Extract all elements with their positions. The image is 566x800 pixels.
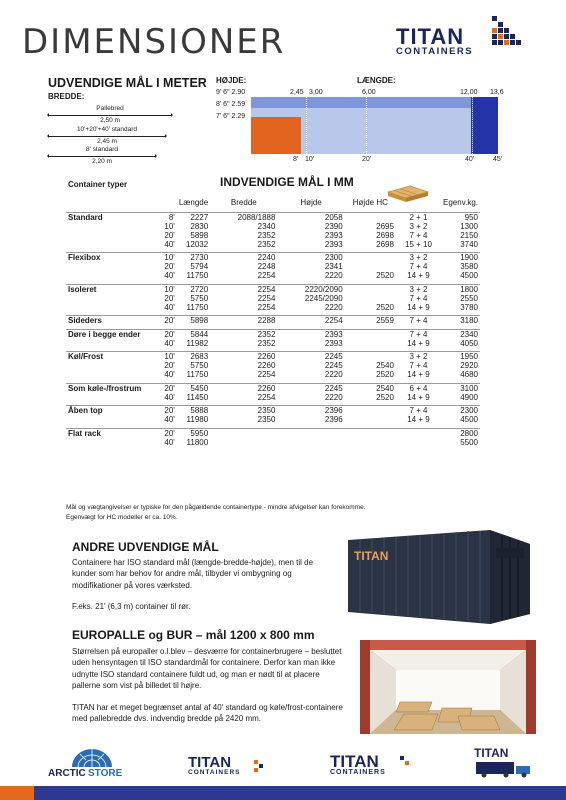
- table-cell: 2248: [257, 262, 276, 271]
- table-row: [66, 303, 480, 312]
- width-value: 2,45 m: [97, 138, 117, 145]
- length-ft-label: 10': [305, 156, 315, 163]
- container-type-name: [66, 222, 153, 231]
- table-cell: 2352: [210, 329, 277, 339]
- table-cell: 2240: [210, 253, 277, 263]
- col-header: Længde: [178, 198, 209, 207]
- table-cell: [345, 415, 396, 424]
- container-type-name: [66, 294, 153, 303]
- table-cell: 12032: [185, 239, 209, 249]
- width-arrow: [48, 156, 156, 157]
- width-value: 2,20 m: [92, 158, 112, 165]
- table-cell: [345, 352, 396, 362]
- hojde-label: HØJDE:: [216, 76, 247, 85]
- table-cell: 11800: [186, 437, 209, 447]
- table-cell: 3180: [441, 316, 480, 326]
- table-cell: [345, 284, 396, 294]
- length-label: 3,00: [309, 89, 323, 96]
- table-row: [66, 253, 480, 263]
- table-cell: 11750: [186, 302, 209, 312]
- table-cell: 20': [164, 230, 175, 240]
- table-cell: 7 + 4: [409, 361, 428, 370]
- table-cell: 950: [441, 212, 480, 222]
- table-cell: 2352: [257, 230, 276, 240]
- table-cell: [345, 406, 396, 416]
- length-ft-label: 20': [362, 156, 372, 163]
- table-cell: [210, 438, 277, 447]
- table-cell: 6 + 4: [396, 383, 441, 393]
- width-name: 10'+20'+40' standard: [76, 126, 138, 133]
- titan-logo-small: [330, 752, 420, 782]
- table-cell: 2288: [210, 316, 277, 326]
- table-cell: 2254: [257, 293, 276, 303]
- table-cell: 2396: [277, 406, 344, 416]
- col-header: Højde: [300, 198, 322, 207]
- andre-paragraph: F.eks. 21' (6,3 m) container til rør.: [72, 602, 191, 611]
- divider: [472, 97, 473, 154]
- footer-bar-accent: [0, 786, 34, 800]
- table-cell: 2 + 1: [396, 212, 441, 222]
- table-cell: 10': [153, 352, 177, 362]
- titan-logo-small: [474, 746, 540, 780]
- table-cell: 2340: [257, 221, 276, 231]
- table-row: [66, 231, 480, 240]
- table-row: [66, 316, 480, 326]
- table-cell: 7 + 4: [396, 316, 441, 326]
- footer-bar: [0, 786, 566, 800]
- table-cell: 40': [164, 239, 175, 249]
- table-cell: 4500: [460, 415, 478, 424]
- container-type-name: Flexibox: [66, 253, 153, 263]
- table-cell: 20': [164, 361, 175, 370]
- euro-paragraph: Størrelsen på europaller o.l.blev – desværre for containerbrugere – besluttet uden hensyntagen til ISO standardmål for containere. Derfor kan man ikke udnytte ISO standard containere fuldt ud, og man er nødt til at placere pallerne som vist på billedet til højre.: [72, 647, 342, 691]
- table-cell: 2220: [324, 302, 343, 312]
- andre-paragraph: Containere har ISO standard mål (længde-bredde-højde), men til de kunder som har behov for andre mål, tilbyder vi ombygning og modifikationer på vores værksted.: [72, 558, 314, 590]
- length-label: 6,00: [362, 89, 376, 96]
- table-cell: 7 + 4: [409, 293, 428, 303]
- table-cell: [345, 262, 396, 271]
- table-cell: 1800: [441, 284, 480, 294]
- table-cell: 20': [164, 293, 175, 303]
- table-cell: 7 + 4: [396, 329, 441, 339]
- table-cell: 2352: [257, 239, 276, 249]
- table-cell: 1950: [441, 352, 480, 362]
- container-type-name: Sideders: [66, 316, 153, 326]
- table-cell: 5750: [190, 293, 209, 303]
- logo-titan-text: TITAN: [330, 752, 379, 771]
- table-cell: 5888: [177, 406, 210, 416]
- table-cell: 2260: [210, 352, 277, 362]
- table-row: [66, 428, 480, 438]
- pallets-in-container-image: [360, 640, 536, 734]
- table-cell: 11450: [186, 392, 209, 402]
- table-cell: 2352: [257, 338, 276, 348]
- table-cell: [277, 428, 344, 438]
- table-cell: 2695: [376, 221, 394, 231]
- container-type-name: [66, 240, 153, 249]
- table-cell: 40': [164, 271, 175, 280]
- table-cell: 7 + 4: [409, 262, 428, 271]
- table-cell: 2393: [324, 338, 343, 348]
- titan-logo: [396, 16, 536, 60]
- table-cell: 40': [164, 392, 175, 402]
- truck-icon: [474, 760, 536, 778]
- length-label: 13,6: [490, 89, 504, 96]
- laengde-label: LÆNGDE:: [357, 76, 396, 85]
- width-arrow: [48, 136, 166, 137]
- table-cell: 5500: [460, 437, 478, 447]
- table-cell: 5794: [190, 262, 209, 271]
- table-cell: 14 + 9: [407, 415, 430, 424]
- table-cell: 3 + 2: [396, 253, 441, 263]
- table-cell: 2254: [257, 370, 276, 379]
- table-cell: 2350: [257, 415, 276, 424]
- height-8-6: 8' 6" 2.59: [216, 101, 246, 108]
- table-cell: 14 + 9: [407, 338, 430, 348]
- table-cell: 11982: [186, 338, 209, 348]
- container-type-name: [66, 231, 153, 240]
- table-cell: 5898: [190, 230, 209, 240]
- table-cell: 2350: [210, 406, 277, 416]
- width-arrow: [48, 115, 172, 116]
- table-cell: [345, 438, 396, 447]
- table-cell: [345, 339, 396, 348]
- table-cell: 14 + 9: [407, 370, 430, 379]
- table-cell: 15 + 10: [405, 239, 432, 249]
- col-header: Egenv.kg.: [443, 198, 478, 207]
- table-cell: 2260: [257, 361, 276, 370]
- container-type-name: Standard: [66, 212, 153, 222]
- table-cell: 20': [153, 316, 177, 326]
- table-cell: 2393: [324, 230, 343, 240]
- table-row: [66, 271, 480, 280]
- note-line: Mål og vægtangivelser er typiske for den pågældende containertype - mindre afvigelser kan forekomme.: [66, 504, 366, 511]
- table-row: [66, 352, 480, 362]
- table-row: [66, 415, 480, 424]
- table-cell: 2300: [441, 406, 480, 416]
- table-row: [66, 262, 480, 271]
- table-cell: 14 + 9: [407, 302, 430, 312]
- container-type-name: Åben top: [66, 406, 153, 416]
- titan-logo-small: [188, 754, 274, 782]
- store-text: STORE: [88, 768, 123, 779]
- table-row: [66, 212, 480, 222]
- ext-heading: UDVENDIGE MÅL I METER: [48, 76, 207, 90]
- table-cell: 5950: [177, 428, 210, 438]
- table-cell: [345, 428, 396, 438]
- table-cell: 2220: [324, 271, 343, 280]
- table-cell: 10': [153, 284, 177, 294]
- table-cell: 1300: [460, 221, 478, 231]
- table-cell: 8': [153, 212, 177, 222]
- table-cell: [345, 212, 396, 222]
- table-cell: 10': [164, 221, 175, 231]
- table-cell: [396, 428, 441, 438]
- table-cell: 14 + 9: [407, 392, 430, 402]
- length-label: 12,00: [460, 89, 478, 96]
- table-row: [66, 284, 480, 294]
- table-row: [66, 393, 480, 402]
- divider: [366, 97, 367, 154]
- container-type-name: [66, 415, 153, 424]
- table-cell: [345, 253, 396, 263]
- height-9-6: 9' 6" 2.90: [216, 89, 246, 96]
- table-cell: 4680: [460, 370, 478, 379]
- table-cell: 3 + 2: [396, 284, 441, 294]
- table-cell: 2245/2090: [304, 293, 343, 303]
- table-header-row: [66, 198, 480, 207]
- table-row: [66, 240, 480, 249]
- table-cell: 7 + 4: [409, 230, 428, 240]
- int-heading: INDVENDIGE MÅL I MM: [220, 175, 354, 189]
- table-cell: 5898: [177, 316, 210, 326]
- page-title: DIMENSIONER: [22, 22, 286, 62]
- table-cell: 11980: [186, 415, 209, 424]
- table-cell: 2390: [324, 221, 343, 231]
- table-row: [66, 361, 480, 370]
- table-cell: 10': [153, 253, 177, 263]
- table-cell: 4500: [460, 271, 478, 280]
- logo-titan-text: TITAN: [396, 24, 465, 49]
- container-type-name: Flat rack: [66, 428, 153, 438]
- container-type-name: [66, 271, 153, 280]
- table-row: [66, 383, 480, 393]
- table-cell: [345, 294, 396, 303]
- length-ft-label: 8': [293, 156, 299, 163]
- note-line: Egenvægt for HC modeller er ca. 10%.: [66, 514, 178, 521]
- andre-heading: ANDRE UDVENDIGE MÅL: [72, 540, 219, 554]
- divider: [306, 97, 307, 154]
- table-cell: 5844: [177, 329, 210, 339]
- table-cell: 2254: [277, 316, 344, 326]
- table-cell: 2520: [376, 271, 394, 280]
- table-cell: [277, 438, 344, 447]
- table-cell: 3780: [460, 302, 478, 312]
- table-cell: 2220: [324, 370, 343, 379]
- table-row: [66, 438, 480, 447]
- container-image: [340, 526, 536, 626]
- table-cell: 40': [164, 415, 175, 424]
- table-cell: 40': [164, 302, 175, 312]
- table-cell: 20': [153, 428, 177, 438]
- table-cell: [396, 438, 441, 447]
- table-cell: 2559: [345, 316, 396, 326]
- table-cell: 2520: [376, 370, 394, 379]
- container-types-label: Container typer: [68, 180, 128, 189]
- table-cell: 2540: [345, 383, 396, 393]
- table-row: [66, 370, 480, 379]
- container-type-name: [66, 361, 153, 370]
- table-cell: 2698: [376, 239, 394, 249]
- euro-heading: EUROPALLE og BUR – mål 1200 x 800 mm: [72, 628, 315, 642]
- table-cell: 2800: [441, 428, 480, 438]
- table-cell: 14 + 9: [407, 271, 430, 280]
- logo-containers-text: CONTAINERS: [396, 46, 474, 57]
- table-cell: 2920: [460, 361, 478, 370]
- table-cell: 11750: [186, 271, 209, 280]
- logo-titan-text: TITAN: [188, 754, 232, 771]
- container-8ft-bar: [251, 117, 301, 154]
- table-cell: 2396: [324, 415, 343, 424]
- table-cell: 3580: [460, 262, 478, 271]
- container-type-name: [66, 393, 153, 402]
- table-cell: 3100: [441, 383, 480, 393]
- table-cell: 2254: [257, 302, 276, 312]
- table-cell: 2260: [210, 383, 277, 393]
- internal-dimensions-table: [66, 176, 480, 451]
- table-cell: 40': [164, 370, 175, 379]
- arcticstore-logo: [42, 748, 128, 782]
- container-type-name: [66, 262, 153, 271]
- table-cell: 3 + 2: [396, 352, 441, 362]
- table-cell: 4050: [460, 338, 478, 348]
- table-cell: 4900: [460, 392, 478, 402]
- bredde-label: BREDDE:: [48, 92, 85, 101]
- table-cell: 5450: [177, 383, 210, 393]
- col-header: Bredde: [230, 198, 257, 207]
- svg-text:TITAN: TITAN: [354, 549, 389, 563]
- igloo-icon: [70, 748, 114, 768]
- table-cell: 2340: [441, 329, 480, 339]
- table-cell: 20': [153, 383, 177, 393]
- table-cell: 20': [153, 329, 177, 339]
- table-cell: 3 + 2: [409, 221, 428, 231]
- table-cell: [210, 428, 277, 438]
- length-label: 2,45: [290, 89, 304, 96]
- container-type-name: [66, 438, 153, 447]
- table-cell: 2254: [257, 392, 276, 402]
- container-type-name: [66, 370, 153, 379]
- container-type-name: Køl/Frost: [66, 352, 153, 362]
- width-name: 8' standard: [86, 146, 118, 153]
- table-cell: 2254: [210, 284, 277, 294]
- table-cell: 2245: [277, 352, 344, 362]
- arctic-text: ARCTIC: [48, 768, 86, 779]
- col-header: Højde HC: [352, 198, 388, 207]
- table-cell: 40': [164, 437, 175, 447]
- table-row: [66, 329, 480, 339]
- table-cell: 2550: [460, 293, 478, 303]
- table-cell: 7 + 4: [396, 406, 441, 416]
- table-cell: 1900: [441, 253, 480, 263]
- table-cell: 2088/1888: [210, 212, 277, 222]
- logo-titan-text: TITAN: [474, 746, 509, 760]
- table-cell: 2683: [177, 352, 210, 362]
- table-cell: 2720: [177, 284, 210, 294]
- table-cell: 5750: [190, 361, 209, 370]
- logo-containers-text: CONTAINERS: [188, 769, 241, 776]
- table-row: [66, 222, 480, 231]
- table-row: [66, 294, 480, 303]
- container-type-name: [66, 339, 153, 348]
- table-cell: 11750: [186, 370, 209, 379]
- table-cell: 2698: [376, 230, 394, 240]
- table-cell: 2520: [376, 302, 394, 312]
- table-cell: 2540: [376, 361, 394, 370]
- length-ft-label: 45': [493, 156, 503, 163]
- height-7-6: 7' 6" 2.29: [216, 113, 246, 120]
- table-cell: 2520: [376, 392, 394, 402]
- table-cell: [345, 329, 396, 339]
- container-type-name: Som køle-/frostrum: [66, 383, 153, 393]
- table-cell: 2730: [177, 253, 210, 263]
- table-row: [66, 406, 480, 416]
- table-cell: 2227: [177, 212, 210, 222]
- table-cell: 2300: [277, 253, 344, 263]
- length-ft-label: 40': [465, 156, 475, 163]
- table-cell: 2341: [324, 262, 343, 271]
- table-cell: 2245: [277, 383, 344, 393]
- table-cell: 3740: [460, 239, 478, 249]
- table-cell: 20': [164, 262, 175, 271]
- container-type-name: Isoleret: [66, 284, 153, 294]
- width-name: Pallebred: [96, 105, 124, 112]
- table-cell: 2220/2090: [277, 284, 344, 294]
- euro-paragraph: TITAN har et meget begrænset antal af 40' standard og køle/frost-containere med pallebredde dvs. indvendig bredde på 2420 mm.: [72, 703, 343, 724]
- table-cell: 2393: [277, 329, 344, 339]
- table-cell: 2150: [460, 230, 478, 240]
- table-cell: 20': [153, 406, 177, 416]
- table-cell: 2830: [190, 221, 209, 231]
- table-cell: 2393: [324, 239, 343, 249]
- container-type-name: Døre i begge ender: [66, 329, 153, 339]
- table-cell: 2254: [257, 271, 276, 280]
- table-cell: 2058: [277, 212, 344, 222]
- table-cell: 40': [164, 338, 175, 348]
- table-row: [66, 339, 480, 348]
- width-value: 2,50 m: [100, 117, 120, 124]
- table-cell: 2245: [324, 361, 343, 370]
- logo-containers-text: CONTAINERS: [330, 769, 386, 776]
- table-cell: 2220: [324, 392, 343, 402]
- container-type-name: [66, 303, 153, 312]
